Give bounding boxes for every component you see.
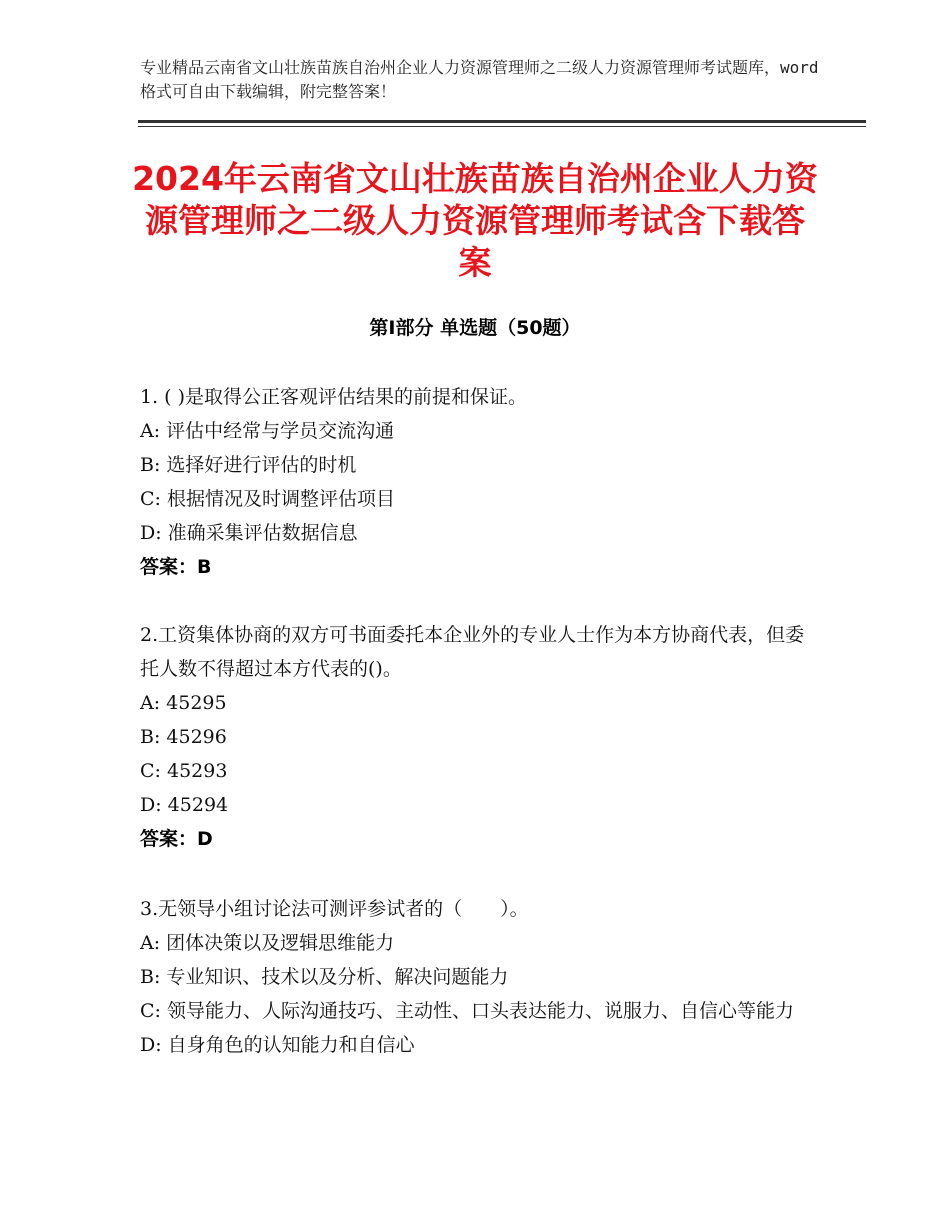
header-rule-thick	[138, 120, 866, 123]
option-d: D: 准确采集评估数据信息	[140, 522, 358, 544]
answer: 答案：B	[140, 556, 212, 578]
document-title: 2024年云南省文山壮族苗族自治州企业人力资源管理师之二级人力资源管理师考试含下载答案	[132, 159, 818, 282]
option-a: A: 评估中经常与学员交流沟通	[140, 420, 395, 442]
header-note: 专业精品云南省文山壮族苗族自治州企业人力资源管理师之二级人力资源管理师考试题库，word格式可自由下载编辑，附完整答案！	[140, 58, 819, 101]
question-1	[140, 380, 820, 584]
option-d: D: 自身角色的认知能力和自信心	[140, 1034, 415, 1056]
option-a: A: 团体决策以及逻辑思维能力	[140, 932, 395, 954]
option-d: D: 45294	[140, 794, 229, 816]
question-3	[140, 892, 820, 1062]
option-b: B: 45296	[140, 726, 227, 748]
option-a: A: 45295	[140, 692, 227, 714]
option-b: B: 选择好进行评估的时机	[140, 454, 357, 476]
question-stem: 1. ( )是取得公正客观评估结果的前提和保证。	[140, 386, 528, 408]
option-c: C: 根据情况及时调整评估项目	[140, 488, 395, 510]
answer: 答案：D	[140, 828, 213, 850]
option-c: C: 45293	[140, 760, 228, 782]
section-heading: 第Ⅰ部分 单选题（50题）	[369, 317, 581, 339]
question-stem: 2.工资集体协商的双方可书面委托本企业外的专业人士作为本方协商代表，但委托人数不得超过本方代表的()。	[140, 624, 805, 680]
question-2	[140, 618, 820, 856]
question-stem: 3.无领导小组讨论法可测评参试者的（ ）。	[140, 898, 529, 920]
option-c: C: 领导能力、人际沟通技巧、主动性、口头表达能力、说服力、自信心等能力	[140, 1000, 794, 1022]
option-b: B: 专业知识、技术以及分析、解决问题能力	[140, 966, 509, 988]
header-rule-thin	[138, 126, 866, 127]
